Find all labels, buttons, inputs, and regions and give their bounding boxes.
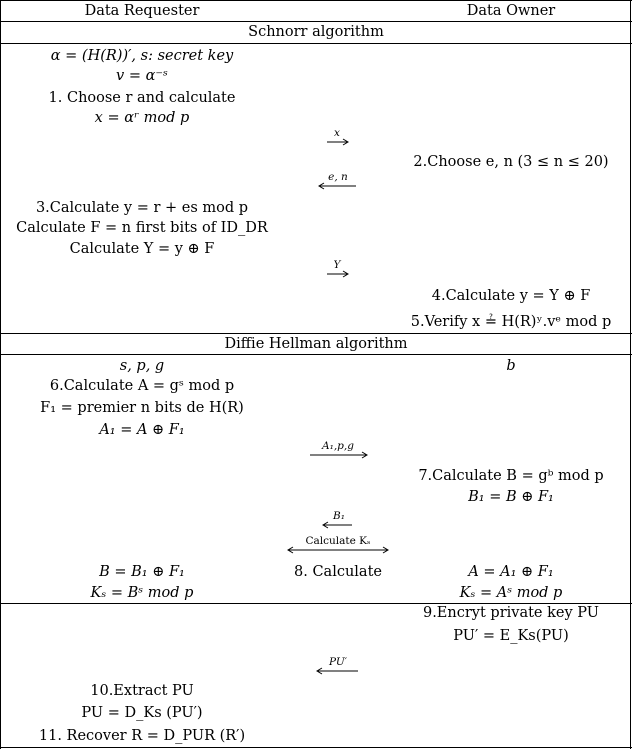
step1-text: 1. Choose r and calculate — [48, 90, 236, 106]
arrow-Ks-label: Calculate Kₛ — [305, 535, 371, 547]
arrow-PU-left — [316, 667, 358, 679]
step8-text: 8. Calculate — [294, 564, 382, 580]
table-bottom-border — [0, 747, 632, 748]
arrow-x-right — [327, 138, 349, 150]
step1-formula: x = αʳ mod p — [94, 110, 190, 126]
step6-F1: F₁ = premier n bits de H(R) — [40, 400, 244, 416]
arrow-Ks-bidirectional — [287, 546, 389, 558]
step11-text: 11. Recover R = D_PUR (R′) — [38, 728, 246, 744]
arrow-Y-label: Y — [333, 259, 341, 271]
table-left-border — [0, 0, 1, 749]
header-divider — [0, 21, 632, 22]
arrow-B1-left — [322, 521, 352, 533]
step9-text: 9.Encryt private key PU — [422, 605, 600, 621]
header-data-requester: Data Requester — [84, 3, 200, 19]
arrow-PU-label: PU′ — [328, 656, 348, 668]
header-data-owner: Data Owner — [466, 3, 556, 19]
step3-F: Calculate F = n first bits of ID_DR — [16, 220, 268, 236]
right-A: A = A₁ ⊕ F₁ — [468, 564, 554, 580]
arrow-en-left — [318, 182, 356, 194]
step10-text: 10.Extract PU — [90, 683, 194, 699]
arrow-x-label: x — [334, 127, 340, 139]
dh-params-left: s, p, g — [119, 358, 165, 374]
step9-formula: PU′ = E_Ks(PU) — [453, 628, 569, 644]
step7-B1: B₁ = B ⊕ F₁ — [468, 489, 554, 505]
schnorr-title: Schnorr algorithm — [248, 24, 384, 40]
table-right-border — [630, 0, 631, 749]
dh-params-right: b — [506, 358, 516, 374]
schnorr-setup-1: α = (H(R))′, s: secret key — [50, 48, 234, 64]
step5-text: 5.Verify x ≟ H(R)ʸ.vᵉ mod p — [410, 314, 612, 330]
step6-A1: A₁ = A ⊕ F₁ — [99, 422, 185, 438]
schnorr-title-divider — [0, 43, 632, 44]
left-B: B = B₁ ⊕ F₁ — [99, 564, 185, 580]
arrow-B1-label: B₁ — [333, 510, 345, 522]
schnorr-setup-2: v = α⁻ˢ — [116, 68, 168, 84]
arrow-A1-label: A₁,p,g — [322, 440, 354, 452]
left-Ks: Kₛ = Bˢ mod p — [90, 585, 194, 601]
table-top-border — [0, 0, 632, 1]
arrow-Y-right — [327, 270, 349, 282]
step6-text: 6.Calculate A = gˢ mod p — [49, 378, 235, 394]
step7-text: 7.Calculate B = gᵇ mod p — [418, 468, 604, 484]
arrow-en-label: e, n — [328, 171, 348, 183]
dh-title-divider — [0, 354, 632, 355]
step10-formula: PU = D_Ks (PU′) — [81, 705, 203, 721]
dh-title: Diffie Hellman algorithm — [224, 336, 408, 352]
step4-text: 4.Calculate y = Y ⊕ F — [431, 288, 591, 304]
step2-text: 2.Choose e, n (3 ≤ n ≤ 20) — [413, 154, 609, 170]
step3-text: 3.Calculate y = r + es mod p — [35, 200, 249, 216]
arrow-A1-right — [310, 451, 368, 463]
dh-section-divider — [0, 333, 632, 334]
right-Ks: Kₛ = Aˢ mod p — [459, 585, 563, 601]
step3-Y: Calculate Y = y ⊕ F — [69, 241, 215, 257]
